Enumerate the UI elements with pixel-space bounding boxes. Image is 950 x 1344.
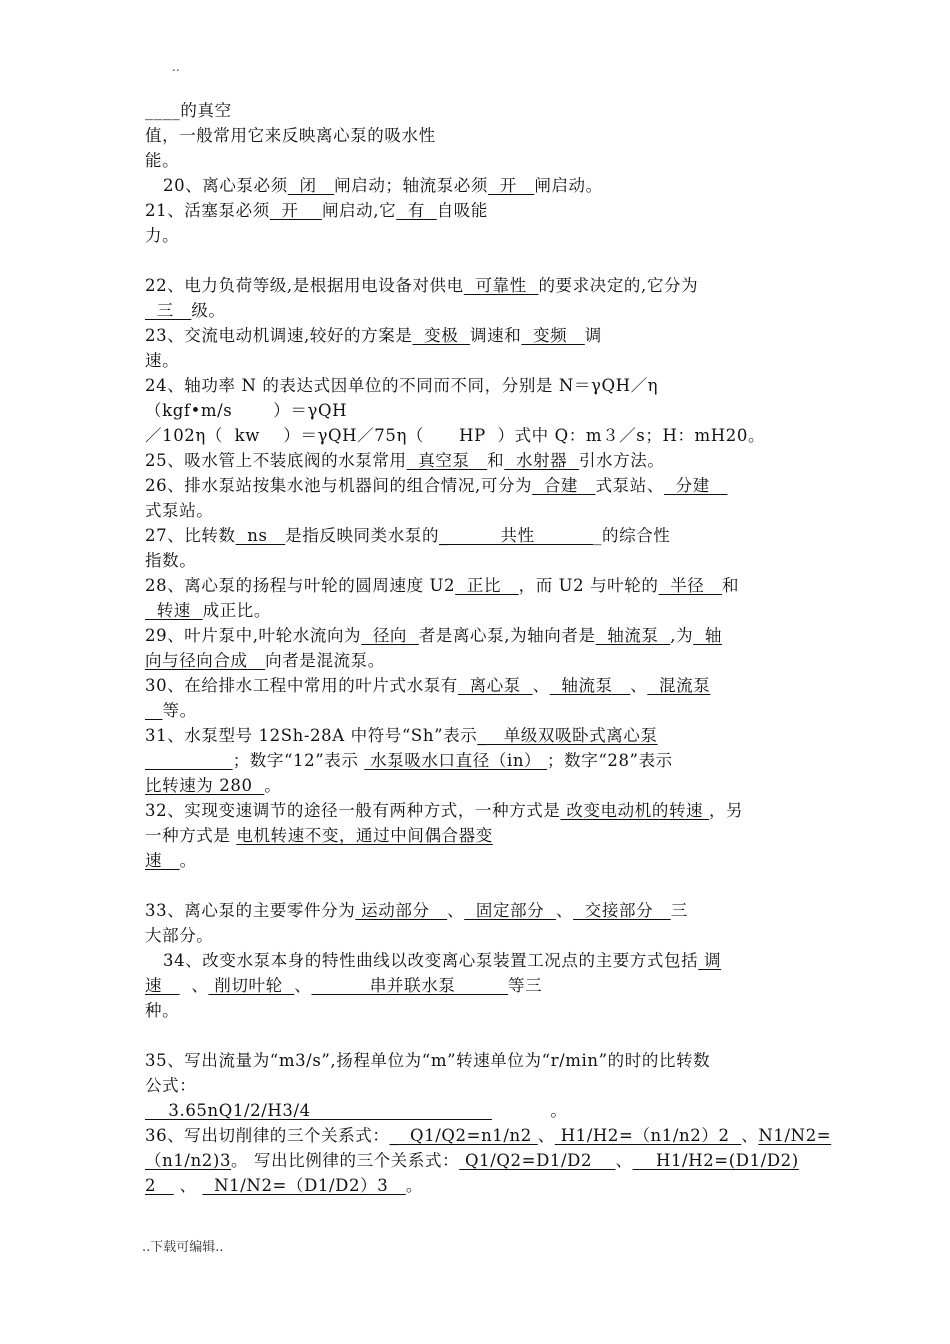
answer-fill: N1/N2= bbox=[758, 1126, 832, 1145]
question-text: ；数字“12”表示 bbox=[232, 751, 365, 770]
text-line bbox=[145, 1125, 832, 1147]
text-line bbox=[145, 225, 815, 247]
question-text: 和 bbox=[487, 451, 505, 470]
question-text: ；数字“28”表示 bbox=[547, 751, 673, 770]
answer-fill: _ 单级双吸卧式离心泵 bbox=[477, 726, 658, 745]
answer-fill: 向与径向合成 bbox=[145, 651, 266, 670]
question-text: 、 bbox=[741, 1126, 759, 1145]
question-text: 三 bbox=[670, 901, 688, 920]
text-line bbox=[145, 275, 815, 297]
question-text: 种。 bbox=[145, 1001, 180, 1020]
text-line bbox=[145, 125, 815, 147]
question-text: 31、水泵型号 12Sh-28A 中符号“Sh”表示 bbox=[145, 726, 478, 745]
answer-fill: 轴流泵 bbox=[595, 626, 671, 645]
question-text: ，而 U2 与叶轮的 bbox=[518, 576, 659, 595]
answer-fill: 2 bbox=[145, 1176, 174, 1195]
text-line bbox=[145, 1100, 815, 1122]
answer-fill: 电机转速不变，通过中间偶合器变 bbox=[236, 826, 493, 845]
text-line bbox=[145, 100, 815, 122]
answer-fill: 混流泵 bbox=[647, 676, 711, 695]
question-text: （kgf•m/s ）＝γQH bbox=[145, 401, 348, 420]
question-text: ____ bbox=[145, 101, 181, 120]
answer-fill: 速 bbox=[145, 851, 180, 870]
question-text: 调速和 bbox=[470, 326, 522, 345]
answer-fill: 速 bbox=[145, 976, 180, 995]
question-text: 式泵站、 bbox=[595, 476, 664, 495]
text-line bbox=[145, 475, 815, 497]
text-line bbox=[145, 775, 815, 797]
question-text: 一种方式是 bbox=[145, 826, 237, 845]
text-line bbox=[145, 700, 815, 722]
answer-fill: 有 bbox=[396, 201, 437, 220]
text-line bbox=[145, 600, 815, 622]
question-text: ,为 bbox=[670, 626, 694, 645]
answer-fill: 正比 bbox=[455, 576, 519, 595]
question-text: 。 bbox=[405, 1176, 423, 1195]
question-text: 、 bbox=[555, 901, 574, 920]
text-line bbox=[145, 850, 815, 872]
answer-fill: 径向 bbox=[361, 626, 419, 645]
question-text: 20、离心泵必须 bbox=[163, 176, 288, 195]
question-text: ／102η（ kw ）＝γQH／75η（ HP ）式中 Q：m３／s；H：mH20。 bbox=[145, 426, 766, 445]
question-text: 力。 bbox=[145, 226, 180, 245]
answer-fill: 固定部分 bbox=[464, 901, 556, 920]
answer-fill: 轴 bbox=[693, 626, 723, 645]
text-line bbox=[145, 975, 815, 997]
question-text: 、 bbox=[537, 1126, 555, 1145]
question-text: 。 bbox=[264, 776, 282, 795]
answer-fill: 变极 bbox=[412, 326, 471, 345]
question-text: 、 bbox=[630, 676, 648, 695]
answer-fill: 串并联水泵 bbox=[311, 976, 509, 995]
question-text: 30、在给排水工程中常用的叶片式水泵有 bbox=[145, 676, 458, 695]
answer-fill: （n1/n2)3 bbox=[145, 1151, 232, 1170]
answer-fill: 削切叶轮 bbox=[208, 976, 295, 995]
question-text: 、 bbox=[179, 976, 209, 995]
text-line bbox=[145, 900, 815, 922]
question-text: 32、实现变速调节的途径一般有两种方式，一种方式是 bbox=[145, 801, 561, 820]
text-line bbox=[145, 375, 815, 397]
text-line bbox=[145, 575, 815, 597]
question-text: 的真空 bbox=[180, 101, 232, 120]
answer-fill: 水泵吸水口直径（in） bbox=[364, 751, 548, 770]
question-text: 值，一般常用它来反映离心泵的吸水性 bbox=[145, 126, 436, 145]
text-line bbox=[145, 200, 815, 222]
answer-fill: 变频 bbox=[521, 326, 585, 345]
answer-fill: 离心泵 bbox=[457, 676, 533, 695]
text-line bbox=[145, 825, 815, 847]
question-text: 。 bbox=[491, 1101, 568, 1120]
text-line bbox=[145, 150, 815, 172]
answer-fill: 闭 bbox=[287, 176, 335, 195]
question-text: 闸启动,它 bbox=[321, 201, 397, 220]
question-text: 闸启动。 bbox=[534, 176, 603, 195]
question-text: 成正比。 bbox=[202, 601, 271, 620]
question-text: 指数。 bbox=[145, 551, 197, 570]
question-text: 28、离心泵的扬程与叶轮的圆周速度 U2 bbox=[145, 576, 456, 595]
question-text: 24、轴功率 N 的表达式因单位的不同而不同，分别是 N＝γQH／η bbox=[145, 376, 659, 395]
answer-fill: 真空泵 bbox=[406, 451, 488, 470]
question-text: 式泵站。 bbox=[145, 501, 214, 520]
question-text: _的综合性 bbox=[593, 526, 671, 545]
text-line bbox=[145, 500, 815, 522]
answer-fill: 半径 bbox=[658, 576, 722, 595]
question-text: 调 bbox=[584, 326, 602, 345]
question-text: 35、写出流量为“m3/s”,扬程单位为“m”转速单位为“r/min”的时的比转数 bbox=[145, 1051, 711, 1070]
text-line bbox=[145, 625, 815, 647]
question-text: 等三 bbox=[508, 976, 543, 995]
answer-fill: _ Q1/Q2=n1/n2 bbox=[389, 1126, 538, 1145]
answer-fill: 调 bbox=[698, 951, 722, 970]
question-text: 大部分。 bbox=[145, 926, 214, 945]
text-line bbox=[145, 675, 815, 697]
text-line bbox=[145, 300, 815, 322]
question-text: 34、改变水泵本身的特性曲线以改变离心泵装置工况点的主要方式包括 bbox=[163, 951, 699, 970]
question-text: 。 bbox=[179, 851, 197, 870]
question-text: 、 bbox=[532, 676, 550, 695]
question-text: 公式： bbox=[145, 1076, 197, 1095]
text-line bbox=[145, 1150, 815, 1172]
text-line bbox=[145, 550, 815, 572]
answer-fill: 运动部分 bbox=[355, 901, 448, 920]
question-text: 36、写出切削律的三个关系式： bbox=[145, 1126, 390, 1145]
answer-fill: 可靠性 bbox=[463, 276, 539, 295]
text-line bbox=[145, 400, 815, 422]
text-line bbox=[145, 525, 815, 547]
text-line bbox=[145, 925, 815, 947]
answer-fill bbox=[145, 701, 163, 720]
question-text: 26、排水泵站按集水池与机器间的组合情况,可分为 bbox=[145, 476, 533, 495]
question-text: 等。 bbox=[162, 701, 197, 720]
text-line bbox=[145, 450, 815, 472]
question-text: 29、叶片泵中,叶轮水流向为 bbox=[145, 626, 362, 645]
answer-fill: 轴流泵 bbox=[549, 676, 631, 695]
question-text: 、 bbox=[615, 1151, 633, 1170]
answer-fill: 开 bbox=[269, 201, 322, 220]
text-line bbox=[145, 725, 815, 747]
answer-fill: _ 共性 bbox=[439, 526, 594, 545]
text-line bbox=[145, 750, 815, 772]
answer-fill: 三 bbox=[145, 301, 192, 320]
question-text: 者是离心泵,为轴向者是 bbox=[418, 626, 596, 645]
question-text: 和 bbox=[721, 576, 740, 595]
question-text: 、 bbox=[447, 901, 465, 920]
question-text: 是指反映同类水泵的 bbox=[285, 526, 440, 545]
text-line bbox=[145, 1000, 815, 1022]
question-text: 27、比转数 bbox=[145, 526, 236, 545]
text-line bbox=[145, 650, 815, 672]
question-text: 23、交流电动机调速,较好的方案是 bbox=[145, 326, 413, 345]
answer-fill bbox=[145, 751, 233, 770]
question-text: 速。 bbox=[145, 351, 180, 370]
answer-fill: 转速 bbox=[145, 601, 203, 620]
answer-fill: ns bbox=[235, 526, 286, 545]
text-line bbox=[145, 1175, 815, 1197]
text-line bbox=[163, 950, 833, 972]
answer-fill: H1/H2=（n1/n2）2 bbox=[554, 1126, 742, 1145]
text-line bbox=[145, 425, 815, 447]
question-text: 33、离心泵的主要零件分为 bbox=[145, 901, 356, 920]
question-text: 。 写出比例律的三个关系式： bbox=[231, 1151, 460, 1170]
question-text: 级。 bbox=[191, 301, 226, 320]
question-text: 、 bbox=[294, 976, 312, 995]
question-text: 引水方法。 bbox=[578, 451, 665, 470]
question-text: 闸启动；轴流泵必须 bbox=[334, 176, 489, 195]
footer-text: ..下载可编辑.. bbox=[142, 1240, 224, 1255]
text-line bbox=[145, 1075, 815, 1097]
answer-fill: H1/H2=(D1/D2) bbox=[632, 1151, 799, 1170]
question-text: 自吸能 bbox=[436, 201, 489, 220]
text-line bbox=[145, 800, 815, 822]
question-text: ，另 bbox=[709, 801, 744, 820]
answer-fill: 交接部分 bbox=[573, 901, 671, 920]
text-line bbox=[145, 1050, 815, 1072]
answer-fill: 合建 bbox=[532, 476, 596, 495]
header-mark: .. bbox=[172, 60, 180, 74]
question-text: 能。 bbox=[145, 151, 180, 170]
answer-fill: 3.65nQ1/2/H3/4 bbox=[145, 1101, 492, 1120]
answer-fill: 分建 bbox=[663, 476, 728, 495]
question-text: 22、电力负荷等级,是根据用电设备对供电 bbox=[145, 276, 464, 295]
answer-fill: 水射器 bbox=[504, 451, 579, 470]
text-line bbox=[145, 325, 815, 347]
answer-fill: 改变电动机的转速 bbox=[560, 801, 709, 820]
question-text: 、 bbox=[173, 1176, 203, 1195]
answer-fill: Q1/Q2=D1/D2 bbox=[459, 1151, 616, 1170]
question-text: 21、活塞泵必须 bbox=[145, 201, 270, 220]
text-line bbox=[163, 175, 833, 197]
answer-fill: N1/N2=（D1/D2）3 bbox=[202, 1176, 406, 1195]
question-text: 25、吸水管上不装底阀的水泵常用 bbox=[145, 451, 407, 470]
text-line bbox=[145, 350, 815, 372]
question-text: 的要求决定的,它分为 bbox=[538, 276, 699, 295]
question-text: 向者是混流泵。 bbox=[265, 651, 385, 670]
answer-fill: 比转速为 280 bbox=[145, 776, 265, 795]
answer-fill: 开 bbox=[488, 176, 535, 195]
